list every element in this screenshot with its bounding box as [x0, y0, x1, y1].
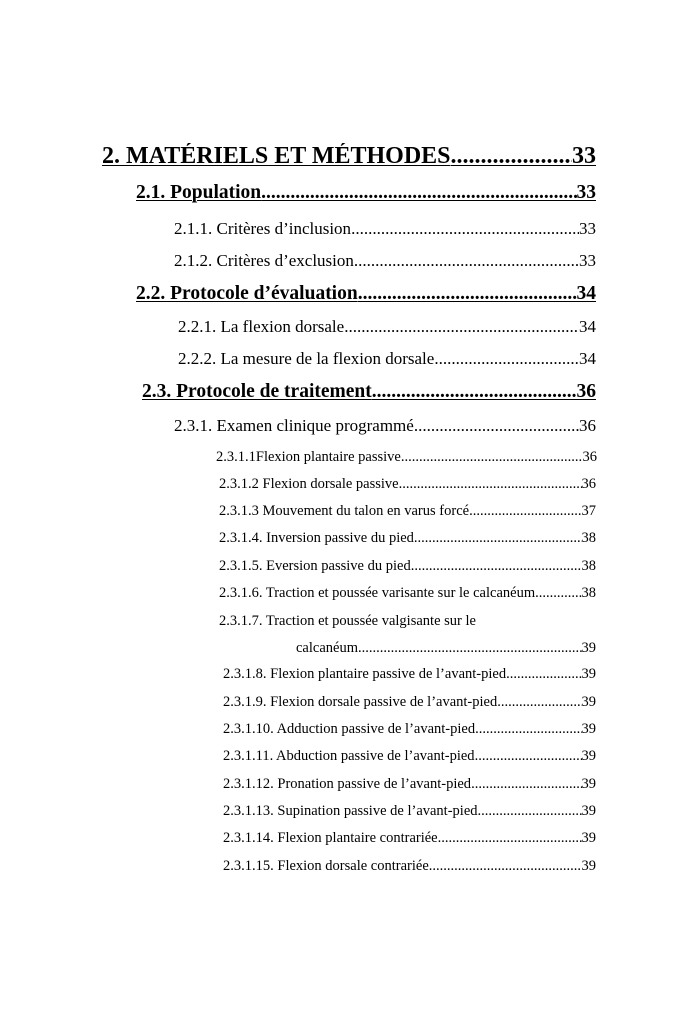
toc-leader-dots	[261, 182, 576, 204]
toc-entry-2-2-1[interactable]	[178, 317, 596, 337]
toc-entry-page: 36	[581, 476, 596, 492]
toc-entry-label: 2.2. Protocole d’évaluation	[136, 283, 358, 304]
toc-entry-page: 34	[579, 349, 596, 368]
toc-entry-page: 34	[576, 283, 596, 304]
toc-entry-2-3-1-2[interactable]	[219, 476, 596, 493]
toc-entry-label: 2.3.1.2 Flexion dorsale passive	[219, 476, 399, 492]
toc-entry-label: 2.2.1. La flexion dorsale	[178, 317, 345, 336]
toc-entry-page: 36	[582, 449, 597, 465]
toc-leader-dots	[471, 776, 581, 793]
toc-entry-2-3-1-13[interactable]	[223, 803, 596, 820]
toc-entry-2-3-1-4[interactable]	[219, 530, 596, 547]
toc-entry-2-3[interactable]	[142, 381, 596, 403]
toc-leader-dots	[351, 219, 579, 239]
toc-entry-page: 34	[579, 317, 596, 336]
toc-leader-dots	[399, 476, 582, 493]
toc-leader-dots	[506, 666, 581, 683]
toc-leader-dots	[358, 640, 582, 657]
toc-entry-label: 2.1.1. Critères d’inclusion	[174, 219, 352, 238]
toc-entry-2-3-1-9[interactable]	[223, 694, 596, 711]
toc-leader-dots	[401, 449, 583, 466]
toc-entry-page: 36	[579, 416, 596, 435]
toc-entry-page: 33	[576, 182, 596, 203]
toc-entry-2-1-1[interactable]	[174, 219, 596, 239]
toc-entry-label: 2.3.1.1Flexion plantaire passive	[216, 449, 401, 465]
toc-leader-dots	[429, 858, 582, 875]
toc-entry-label: 2.3.1.10. Adduction passive de l’avant-pied	[223, 721, 476, 737]
toc-entry-2-2[interactable]	[136, 283, 596, 305]
toc-entry-page: 38	[581, 585, 596, 601]
toc-leader-dots	[475, 721, 581, 738]
toc-entry-label: 2.3.1.6. Traction et poussée varisante sur le calcanéum	[219, 585, 536, 601]
toc-entry-label: 2.1.2. Critères d’exclusion	[174, 251, 354, 270]
toc-entry-label: 2.3.1.13. Supination passive de l’avant-pied	[223, 803, 478, 819]
toc-entry-page: 33	[579, 219, 596, 238]
toc-entry-page: 39	[581, 776, 596, 792]
toc-entry-2-2-2[interactable]	[178, 349, 596, 369]
toc-entry-2[interactable]	[102, 143, 596, 170]
toc-entry-label: 2.3.1.9. Flexion dorsale passive de l’avant-pied	[223, 694, 498, 710]
toc-entry-page: 39	[581, 666, 596, 682]
toc-entry-label: 2.3.1.3 Mouvement du talon en varus forcé	[219, 503, 470, 519]
toc-leader-dots	[411, 558, 582, 575]
toc-entry-2-3-1-10[interactable]	[223, 721, 596, 738]
toc-entry-page: 39	[581, 640, 596, 656]
toc-entry-2-3-1-3[interactable]	[219, 503, 596, 520]
toc-entry-page: 39	[581, 803, 596, 819]
toc-entry-label: 2. MATÉRIELS ET MÉTHODES	[102, 143, 451, 169]
toc-leader-dots	[372, 381, 577, 403]
toc-entry-page: 39	[581, 748, 596, 764]
toc-leader-dots	[354, 251, 579, 271]
toc-leader-dots	[438, 830, 582, 847]
toc-entry-label: 2.3.1.15. Flexion dorsale contrariée	[223, 858, 429, 874]
toc-entry-page: 39	[581, 858, 596, 874]
toc-entry-label: 2.3.1.11. Abduction passive de l’avant-pied	[223, 748, 475, 764]
toc-entry-2-3-1-7[interactable]	[296, 640, 596, 657]
toc-entry-2-3-1-7-line1[interactable]: 2.3.1.7. Traction et poussée valgisante sur le	[219, 613, 476, 629]
toc-leader-dots	[414, 416, 579, 436]
toc-entry-page: 37	[581, 503, 596, 519]
toc-leader-dots	[344, 317, 579, 337]
toc-leader-dots	[451, 143, 572, 170]
toc-entry-label: 2.1. Population	[136, 182, 262, 203]
toc-entry-label: 2.3.1.4. Inversion passive du pied	[219, 530, 414, 546]
toc-entry-label: 2.3. Protocole de traitement	[142, 381, 372, 402]
toc-entry-2-3-1-12[interactable]	[223, 776, 596, 793]
toc-entry-page: 39	[581, 830, 596, 846]
toc-entry-label: 2.3.1. Examen clinique programmé	[174, 416, 414, 435]
toc-entry-page: 38	[581, 530, 596, 546]
toc-entry-2-3-1-15[interactable]	[223, 858, 596, 875]
toc-entry-page: 39	[581, 694, 596, 710]
toc-entry-page: 39	[581, 721, 596, 737]
toc-entry-2-1-2[interactable]	[174, 251, 596, 271]
toc-leader-dots	[469, 503, 581, 520]
toc-entry-2-3-1-6[interactable]	[219, 585, 596, 602]
toc-entry-label: calcanéum	[296, 640, 358, 656]
toc-entry-2-1[interactable]	[136, 182, 596, 204]
toc-entry-2-3-1-1[interactable]	[216, 449, 597, 466]
toc-entry-page: 33	[572, 143, 596, 169]
toc-leader-dots	[475, 748, 582, 765]
toc-entry-2-3-1-14[interactable]	[223, 830, 596, 847]
toc-entry-2-3-1-8[interactable]	[223, 666, 596, 683]
toc-entry-label: 2.3.1.14. Flexion plantaire contrariée	[223, 830, 438, 846]
toc-entry-2-3-1-11[interactable]	[223, 748, 596, 765]
toc-entry-page: 36	[576, 381, 596, 402]
toc-entry-label: 2.2.2. La mesure de la flexion dorsale	[178, 349, 435, 368]
toc-leader-dots	[478, 803, 582, 820]
toc-leader-dots	[414, 530, 582, 547]
toc-entry-page: 38	[581, 558, 596, 574]
toc-entry-label: 2.3.1.5. Eversion passive du pied	[219, 558, 411, 574]
toc-leader-dots	[434, 349, 579, 369]
toc-entry-label: 2.3.1.12. Pronation passive de l’avant-pied	[223, 776, 472, 792]
toc-leader-dots	[535, 585, 581, 602]
toc-entry-label: 2.3.1.8. Flexion plantaire passive de l’avant-pied	[223, 666, 507, 682]
toc-entry-2-3-1[interactable]	[174, 416, 596, 436]
toc-leader-dots	[497, 694, 581, 711]
toc-entry-page: 33	[579, 251, 596, 270]
toc-leader-dots	[358, 283, 577, 305]
toc-entry-2-3-1-5[interactable]	[219, 558, 596, 575]
